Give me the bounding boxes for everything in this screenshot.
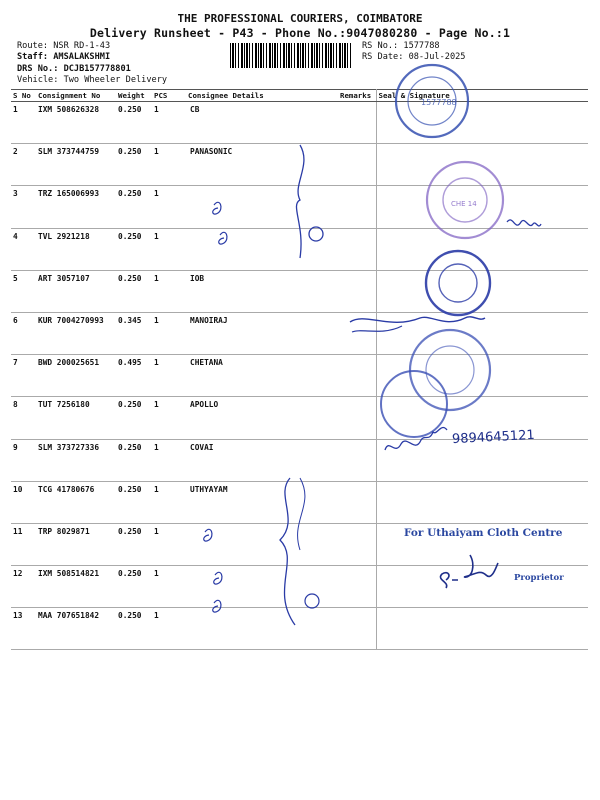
cell-consignee: [184, 608, 338, 650]
cell-pcs: 1: [152, 144, 184, 186]
cell-seal: [376, 608, 588, 650]
cell-consignment: KUR 7004270993: [36, 312, 116, 354]
cell-remarks: [338, 270, 376, 312]
cell-seal: [376, 566, 588, 608]
cell-consignee: CB: [184, 102, 338, 144]
cell-sno: 9: [11, 439, 36, 481]
table-row: [11, 102, 588, 144]
cell-pcs: 1: [152, 523, 184, 565]
cell-seal: [376, 312, 588, 354]
cell-weight: 0.250: [116, 481, 152, 523]
cell-remarks: [338, 355, 376, 397]
col-weight: Weight: [116, 90, 152, 102]
cell-pcs: 1: [152, 186, 184, 228]
cell-seal: [376, 186, 588, 228]
route-label: Route: NSR RD-1-43: [17, 41, 111, 51]
cell-sno: 7: [11, 355, 36, 397]
col-seal: Seal & Signature: [376, 90, 588, 102]
cell-consignment: SLM 373727336: [36, 439, 116, 481]
cell-remarks: [338, 144, 376, 186]
table-row: [11, 144, 588, 186]
cell-sno: 11: [11, 523, 36, 565]
svg-text:CHE 14: CHE 14: [451, 200, 477, 208]
cell-weight: 0.250: [116, 523, 152, 565]
cell-weight: 0.250: [116, 270, 152, 312]
cell-remarks: [338, 228, 376, 270]
table-header-row: [11, 90, 588, 102]
cell-seal: [376, 481, 588, 523]
cell-remarks: [338, 439, 376, 481]
cell-consignment: IXM 508514821: [36, 566, 116, 608]
cell-consignee: COVAI: [184, 439, 338, 481]
col-consignee: Consignee Details: [184, 90, 338, 102]
table-row: [11, 439, 588, 481]
vehicle-label: Vehicle: Two Wheeler Delivery: [17, 75, 168, 85]
cell-sno: 12: [11, 566, 36, 608]
col-pcs: PCS: [152, 90, 184, 102]
cell-consignment: ART 3057107: [36, 270, 116, 312]
cell-consignment: TRZ 165006993: [36, 186, 116, 228]
cell-seal: [376, 270, 588, 312]
cell-consignee: [184, 523, 338, 565]
table-row: [11, 608, 588, 650]
cell-weight: 0.495: [116, 355, 152, 397]
cell-sno: 1: [11, 102, 36, 144]
cell-seal: [376, 355, 588, 397]
staff-label: Staff: AMSALAKSHMI: [17, 52, 111, 62]
cell-remarks: [338, 523, 376, 565]
cell-seal: [376, 102, 588, 144]
col-sno: S No: [11, 90, 36, 102]
table-row: [11, 481, 588, 523]
cell-weight: 0.250: [116, 566, 152, 608]
table-row: [11, 566, 588, 608]
cell-pcs: 1: [152, 397, 184, 439]
drs-label: DRS No.: DCJB157778801: [17, 64, 131, 74]
cell-pcs: 1: [152, 270, 184, 312]
cell-remarks: [338, 186, 376, 228]
cell-consignment: TVL 2921218: [36, 228, 116, 270]
rs-number: RS No.: 1577788: [362, 41, 440, 51]
cell-sno: 4: [11, 228, 36, 270]
cell-pcs: 1: [152, 439, 184, 481]
cell-consignment: SLM 373744759: [36, 144, 116, 186]
cell-pcs: 1: [152, 312, 184, 354]
cell-consignee: [184, 186, 338, 228]
cell-weight: 0.250: [116, 144, 152, 186]
table-row: [11, 228, 588, 270]
cell-sno: 3: [11, 186, 36, 228]
cell-sno: 10: [11, 481, 36, 523]
cell-consignment: TUT 7256180: [36, 397, 116, 439]
cell-sno: 6: [11, 312, 36, 354]
cell-consignee: APOLLO: [184, 397, 338, 439]
cell-weight: 0.250: [116, 102, 152, 144]
cell-remarks: [338, 566, 376, 608]
cell-weight: 0.345: [116, 312, 152, 354]
cell-seal: [376, 228, 588, 270]
cell-consignment: MAA 707651842: [36, 608, 116, 650]
cell-sno: 5: [11, 270, 36, 312]
cell-remarks: [338, 312, 376, 354]
cell-sno: 8: [11, 397, 36, 439]
company-title: THE PROFESSIONAL COURIERS, COIMBATORE: [177, 12, 423, 25]
cell-weight: 0.250: [116, 608, 152, 650]
cell-pcs: 1: [152, 355, 184, 397]
cell-weight: 0.250: [116, 397, 152, 439]
cell-pcs: 1: [152, 608, 184, 650]
cell-weight: 0.250: [116, 439, 152, 481]
cell-consignment: IXM 508626328: [36, 102, 116, 144]
runsheet-table: [11, 89, 588, 650]
cell-seal: [376, 144, 588, 186]
cell-remarks: [338, 102, 376, 144]
cell-consignee: [184, 228, 338, 270]
handwritten-phone: 9894645121: [451, 427, 536, 448]
svg-text:1577788: 1577788: [421, 98, 457, 107]
cell-consignee: IOB: [184, 270, 338, 312]
cell-consignment: TRP 8029871: [36, 523, 116, 565]
table-row: [11, 312, 588, 354]
runsheet-title: Delivery Runsheet - P43 - Phone No.:9047080280 - Page No.:1: [89, 26, 511, 40]
cell-remarks: [338, 481, 376, 523]
cell-consignee: [184, 566, 338, 608]
cell-consignee: UTHYAYAM: [184, 481, 338, 523]
proprietor-stamp-text: Proprietor: [514, 573, 564, 583]
table-row: [11, 355, 588, 397]
cell-sno: 2: [11, 144, 36, 186]
cell-weight: 0.250: [116, 228, 152, 270]
cell-pcs: 1: [152, 102, 184, 144]
cell-remarks: [338, 397, 376, 439]
cell-remarks: [338, 608, 376, 650]
table-row: [11, 186, 588, 228]
cell-consignee: CHETANA: [184, 355, 338, 397]
cell-pcs: 1: [152, 566, 184, 608]
barcode-image: [230, 43, 353, 68]
cell-sno: 13: [11, 608, 36, 650]
cell-pcs: 1: [152, 481, 184, 523]
cell-consignment: TCG 41780676: [36, 481, 116, 523]
col-remarks: Remarks: [338, 90, 376, 102]
cell-weight: 0.250: [116, 186, 152, 228]
cell-consignment: BWD 200025651: [36, 355, 116, 397]
cell-consignee: PANASONIC: [184, 144, 338, 186]
col-consignment: Consignment No: [36, 90, 116, 102]
rs-date: RS Date: 08-Jul-2025: [362, 52, 466, 62]
table-row: [11, 270, 588, 312]
cell-consignee: MANOIRAJ: [184, 312, 338, 354]
cell-pcs: 1: [152, 228, 184, 270]
uthaiyam-stamp-text: For Uthaiyam Cloth Centre: [404, 527, 563, 539]
